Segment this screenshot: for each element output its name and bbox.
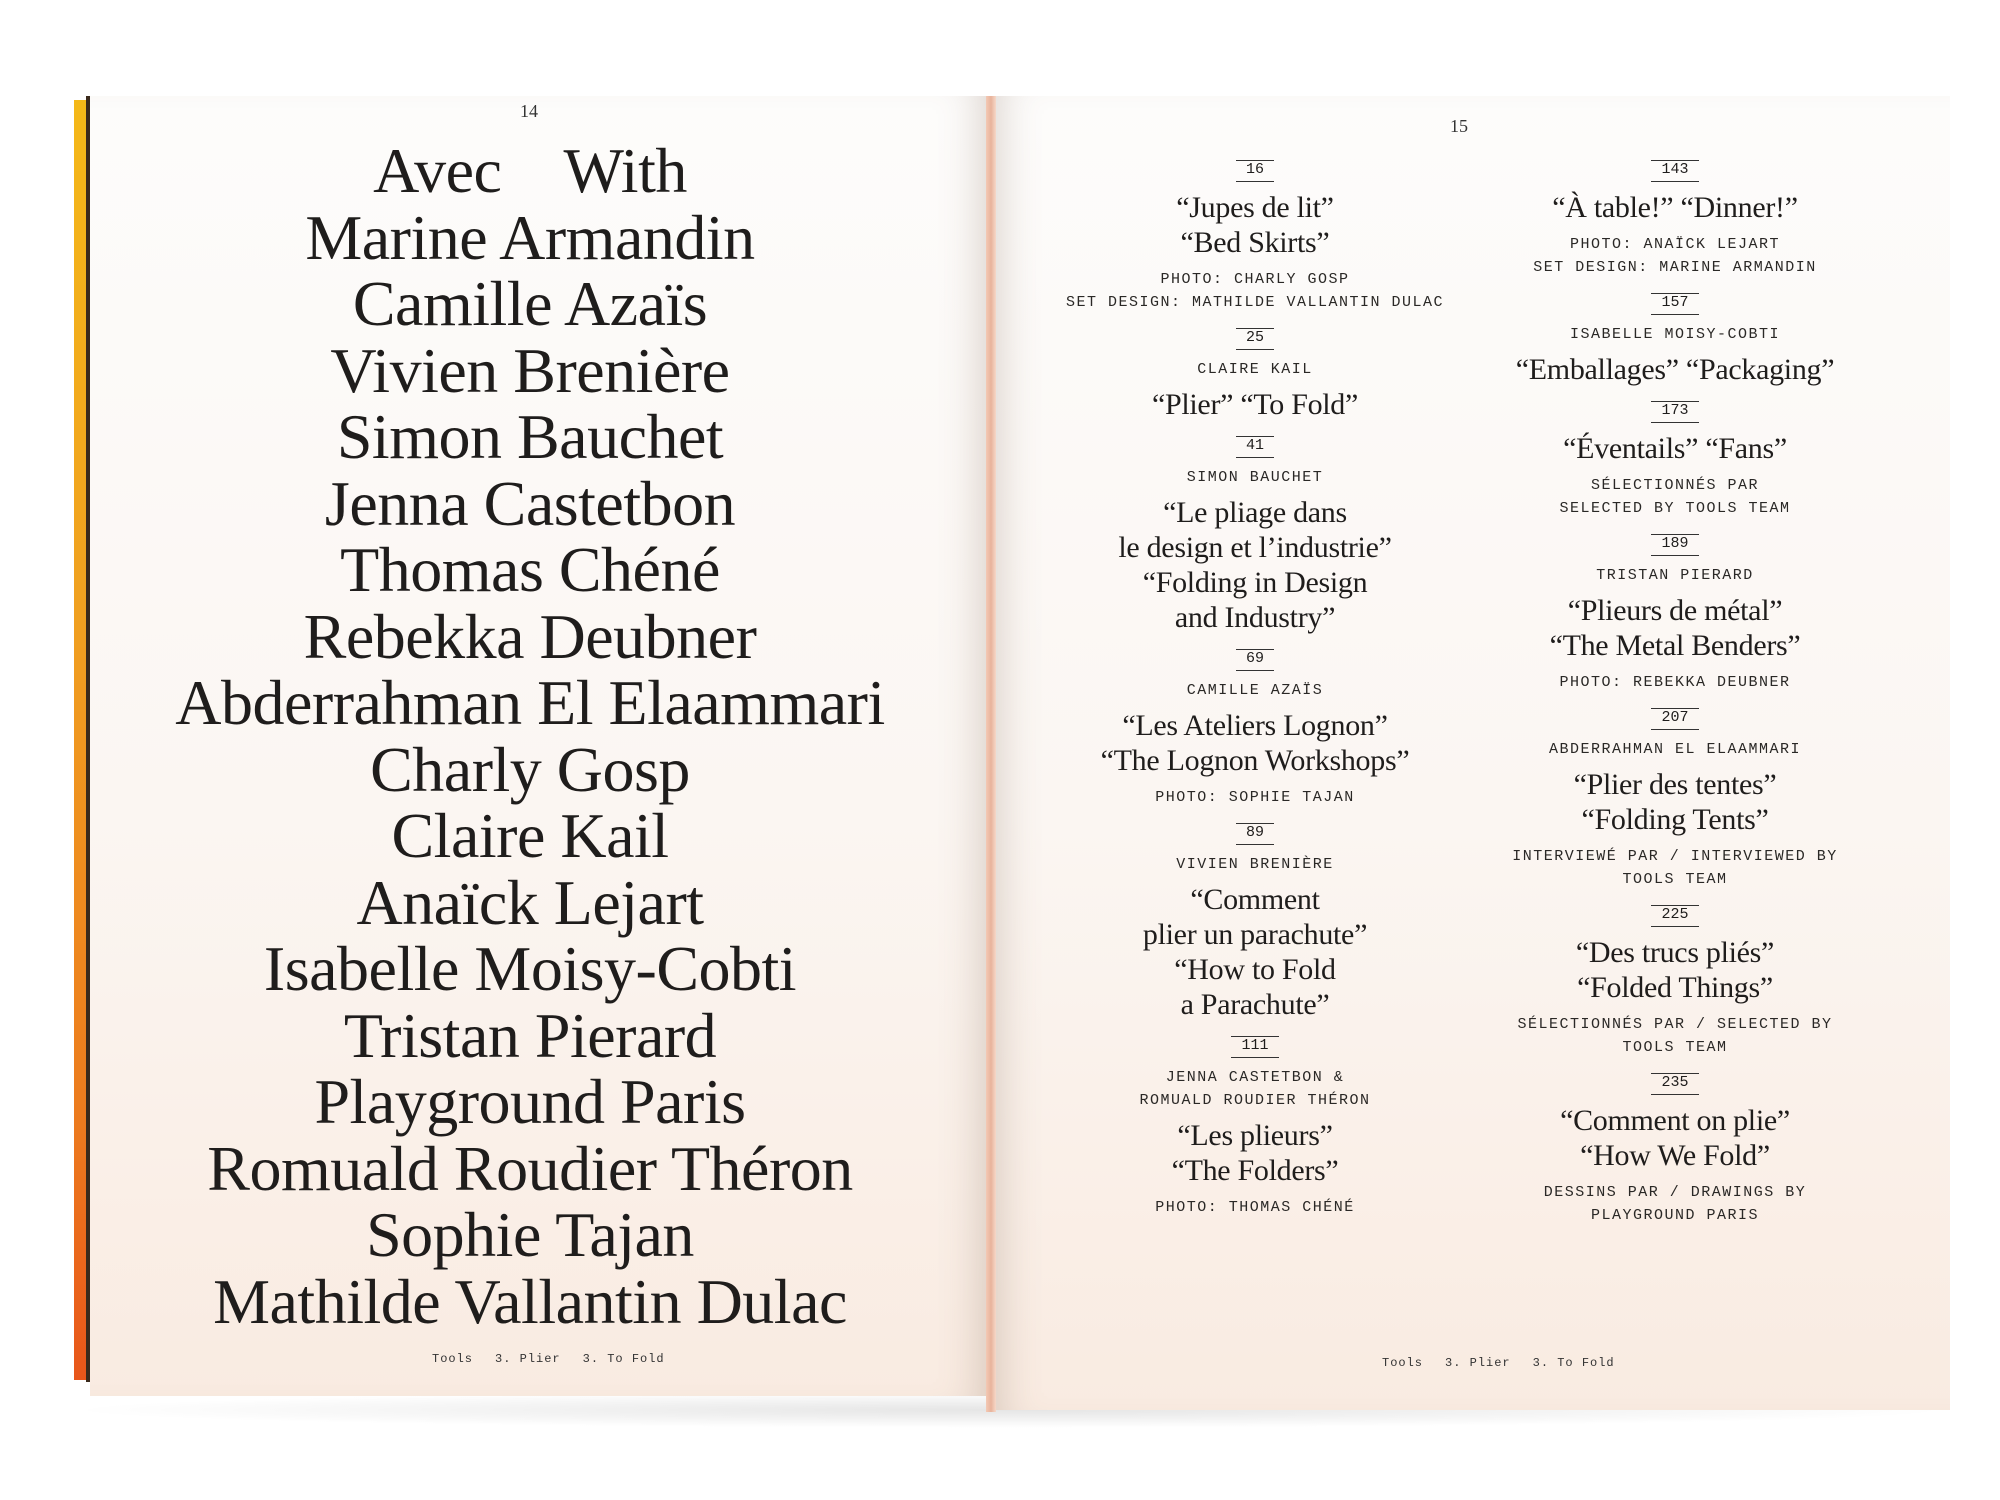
- entry-title-line: “Les Ateliers Lognon”: [1122, 709, 1388, 742]
- right-page-number: 15: [1450, 116, 1468, 136]
- contributor-line: [140, 268, 920, 339]
- footer-issue-en: 3. To Fold: [1532, 1356, 1615, 1370]
- entry-credit-line: TOOLS TEAM: [1622, 1039, 1728, 1056]
- entry-title-line: “À table!” “Dinner!”: [1552, 191, 1798, 224]
- entry-credits: [1480, 233, 1870, 279]
- entry-author: [1060, 853, 1450, 876]
- entry-credit-line: PHOTO: CHARLY GOSP: [1160, 271, 1350, 288]
- entry-credits: [1060, 268, 1450, 314]
- contents-entry: [1060, 823, 1450, 1022]
- contributor-line: [140, 800, 920, 871]
- contents-entry: [1060, 649, 1450, 809]
- contents-entry: [1060, 160, 1450, 314]
- entry-title-line: “Comment on plie”: [1560, 1104, 1790, 1137]
- entry-title: [1060, 1118, 1450, 1188]
- entry-title-line: “Folding in Design: [1142, 566, 1368, 599]
- entry-title-line: “Des trucs pliés”: [1575, 936, 1775, 969]
- contributor-line: [140, 600, 920, 672]
- entry-page-number: 16: [1236, 160, 1274, 182]
- gutter: [986, 96, 996, 1412]
- entry-title-line: “Plier” “To Fold”: [1151, 388, 1359, 421]
- entry-title: [1480, 593, 1870, 663]
- entry-page-number: 143: [1651, 160, 1698, 182]
- contributor-name: Abderrahman El Elaammari: [175, 667, 885, 738]
- contributor-line: [140, 866, 920, 938]
- entry-title: [1480, 352, 1870, 387]
- entry-page-number: 25: [1236, 328, 1274, 350]
- entry-title: [1480, 935, 1870, 1005]
- entry-title: [1060, 190, 1450, 260]
- contributor-line: [140, 1132, 920, 1204]
- contributor-name: Romuald Roudier Théron: [207, 1132, 853, 1204]
- entry-title-line: “Plier des tentes”: [1573, 768, 1777, 801]
- entry-title-line: “Le pliage dans: [1163, 496, 1347, 529]
- entry-credit-line: PHOTO: ANAÏCK LEJART: [1569, 236, 1781, 253]
- footer-issue-fr: 3. Plier: [1445, 1356, 1511, 1370]
- contributor-name: Isabelle Moisy-Cobti: [263, 933, 797, 1004]
- entry-title-line: “Folding Tents”: [1581, 803, 1769, 836]
- contributor-name: Jenna Castetbon: [324, 467, 736, 539]
- entry-credit-line: SÉLECTIONNÉS PAR: [1590, 477, 1760, 494]
- contents-entry: [1480, 1073, 1870, 1227]
- entry-title-line: “How We Fold”: [1580, 1139, 1770, 1172]
- entry-title: [1480, 767, 1870, 837]
- entry-credit-line: TOOLS TEAM: [1622, 871, 1728, 888]
- entry-title-line: “Bed Skirts”: [1180, 226, 1330, 259]
- contributor-name: Mathilde Vallantin Dulac: [213, 1265, 847, 1337]
- footer-issue-en: 3. To Fold: [582, 1352, 665, 1366]
- entry-title: [1060, 882, 1450, 1022]
- entry-credit-line: SÉLECTIONNÉS PAR / SELECTED BY: [1517, 1016, 1833, 1033]
- entry-page-number: 173: [1651, 401, 1698, 423]
- entry-title: [1480, 1103, 1870, 1173]
- entry-author-line: SIMON BAUCHET: [1186, 469, 1324, 486]
- contributor-line: [140, 933, 920, 1004]
- entry-page-number: 189: [1651, 534, 1698, 556]
- left-page-number: 14: [520, 101, 538, 121]
- contributor-name: Claire Kail: [391, 800, 669, 871]
- entry-title-line: and Industry”: [1174, 601, 1336, 634]
- entry-title-line: “Éventails” “Fans”: [1563, 432, 1787, 465]
- contents-column-2: [1480, 160, 1870, 1241]
- left-footer: [432, 1352, 665, 1366]
- footer-magazine: Tools: [1382, 1356, 1424, 1370]
- entry-title-line: “Emballages” “Packaging”: [1515, 353, 1835, 386]
- contents-entry: [1060, 328, 1450, 422]
- entry-author-line: CAMILLE AZAÏS: [1186, 682, 1324, 699]
- contributor-name: Avec: [373, 135, 502, 206]
- contributor-line: [140, 733, 920, 805]
- entry-title-line: “How to Fold: [1174, 953, 1336, 986]
- entry-page-number: 111: [1231, 1036, 1278, 1058]
- contributor-line: [140, 534, 920, 605]
- entry-credits: [1480, 671, 1870, 694]
- entry-credits: [1480, 1013, 1870, 1059]
- contents-entry: [1480, 708, 1870, 891]
- entry-author-line: JENNA CASTETBON &: [1165, 1069, 1345, 1086]
- entry-page-number: 41: [1236, 436, 1274, 458]
- contributor-name: Rebekka Deubner: [303, 600, 757, 672]
- contributor-line: [140, 401, 920, 472]
- entry-title-line: le design et l’industrie”: [1118, 531, 1392, 564]
- entry-page-number: 157: [1651, 293, 1698, 315]
- entry-credit-line: SET DESIGN: MATHILDE VALLANTIN DULAC: [1065, 294, 1445, 311]
- entry-title: [1060, 387, 1450, 422]
- entry-credits: [1060, 786, 1450, 809]
- contents-entry: [1480, 160, 1870, 279]
- contributor-line: [140, 1199, 920, 1270]
- contributor-name: Simon Bauchet: [336, 401, 724, 472]
- entry-title-line: “Plieurs de métal”: [1567, 594, 1783, 627]
- contributor-name: Sophie Tajan: [366, 1199, 694, 1270]
- contributor-line: [140, 135, 920, 206]
- contributor-line: [140, 999, 920, 1071]
- entry-title: [1480, 431, 1870, 466]
- contributor-name: Thomas Chéné: [340, 534, 720, 605]
- contributor-line: [140, 334, 920, 406]
- entry-author: [1480, 323, 1870, 346]
- contributor-line: [140, 467, 920, 539]
- entry-author-line: ABDERRAHMAN EL ELAAMMARI: [1548, 741, 1802, 758]
- entry-credit-line: PHOTO: REBEKKA DEUBNER: [1559, 674, 1791, 691]
- entry-author: [1060, 1066, 1450, 1112]
- entry-credits: [1060, 1196, 1450, 1219]
- contributor-line: [140, 667, 920, 738]
- entry-title-line: “Jupes de lit”: [1176, 191, 1334, 224]
- entry-author: [1060, 679, 1450, 702]
- contents-entry: [1480, 293, 1870, 387]
- entry-title-line: a Parachute”: [1180, 988, 1330, 1021]
- contributor-name: Vivien Brenière: [330, 334, 730, 406]
- entry-title-line: “Comment: [1190, 883, 1320, 916]
- contents-entry: [1480, 401, 1870, 520]
- contributor-name: Anaïck Lejart: [356, 866, 704, 938]
- contributor-line: [140, 1066, 920, 1137]
- contents-entry: [1480, 905, 1870, 1059]
- entry-credit-line: PHOTO: SOPHIE TAJAN: [1155, 789, 1355, 806]
- entry-credits: [1480, 845, 1870, 891]
- entry-page-number: 235: [1651, 1073, 1698, 1095]
- contributor-name: Marine Armandin: [305, 201, 755, 273]
- entry-page-number: 207: [1651, 708, 1698, 730]
- contributor-line: [140, 1265, 920, 1337]
- entry-title-line: “The Folders”: [1171, 1154, 1339, 1187]
- entry-credits: [1480, 474, 1870, 520]
- contents-entry: [1480, 534, 1870, 694]
- entry-author-line: CLAIRE KAIL: [1197, 361, 1313, 378]
- entry-credit-line: DESSINS PAR / DRAWINGS BY: [1543, 1184, 1807, 1201]
- contributors-list: [140, 135, 920, 1337]
- contents-entry: [1060, 436, 1450, 635]
- entry-author: [1060, 466, 1450, 489]
- contents-column-1: [1060, 160, 1450, 1233]
- entry-title-line: “The Metal Benders”: [1549, 629, 1801, 662]
- entry-credit-line: PHOTO: THOMAS CHÉNÉ: [1155, 1199, 1355, 1216]
- entry-credit-line: SELECTED BY TOOLS TEAM: [1559, 500, 1791, 517]
- footer-magazine: Tools: [432, 1352, 474, 1366]
- contents-entry: [1060, 1036, 1450, 1219]
- entry-credit-line: SET DESIGN: MARINE ARMANDIN: [1533, 259, 1817, 276]
- contributor-name: Camille Azaïs: [352, 268, 708, 339]
- entry-author-line: ROMUALD ROUDIER THÉRON: [1139, 1092, 1371, 1109]
- entry-author-line: TRISTAN PIERARD: [1596, 567, 1754, 584]
- entry-title: [1480, 190, 1870, 225]
- entry-title-line: “Folded Things”: [1577, 971, 1773, 1004]
- contributor-line: [140, 201, 920, 273]
- entry-title-line: plier un parachute”: [1142, 918, 1368, 951]
- entry-author: [1060, 358, 1450, 381]
- entry-title: [1060, 708, 1450, 778]
- entry-credits: [1480, 1181, 1870, 1227]
- entry-credit-line: INTERVIEWÉ PAR / INTERVIEWED BY: [1512, 848, 1838, 865]
- right-footer: [1382, 1356, 1615, 1370]
- entry-author: [1480, 738, 1870, 761]
- entry-author-line: ISABELLE MOISY-COBTI: [1569, 326, 1781, 343]
- contributor-name: Playground Paris: [314, 1066, 746, 1137]
- entry-title-line: “Les plieurs”: [1177, 1119, 1333, 1152]
- entry-author: [1480, 564, 1870, 587]
- entry-page-number: 225: [1651, 905, 1698, 927]
- contributor-name: With: [563, 135, 687, 206]
- entry-credit-line: PLAYGROUND PARIS: [1590, 1207, 1760, 1224]
- footer-issue-fr: 3. Plier: [495, 1352, 561, 1366]
- contributor-name: Charly Gosp: [370, 733, 690, 805]
- entry-title-line: “The Lognon Workshops”: [1100, 744, 1410, 777]
- entry-page-number: 69: [1236, 649, 1274, 671]
- contributor-name: Tristan Pierard: [343, 999, 717, 1071]
- entry-page-number: 89: [1236, 823, 1274, 845]
- entry-title: [1060, 495, 1450, 635]
- entry-author-line: VIVIEN BRENIÈRE: [1176, 856, 1334, 873]
